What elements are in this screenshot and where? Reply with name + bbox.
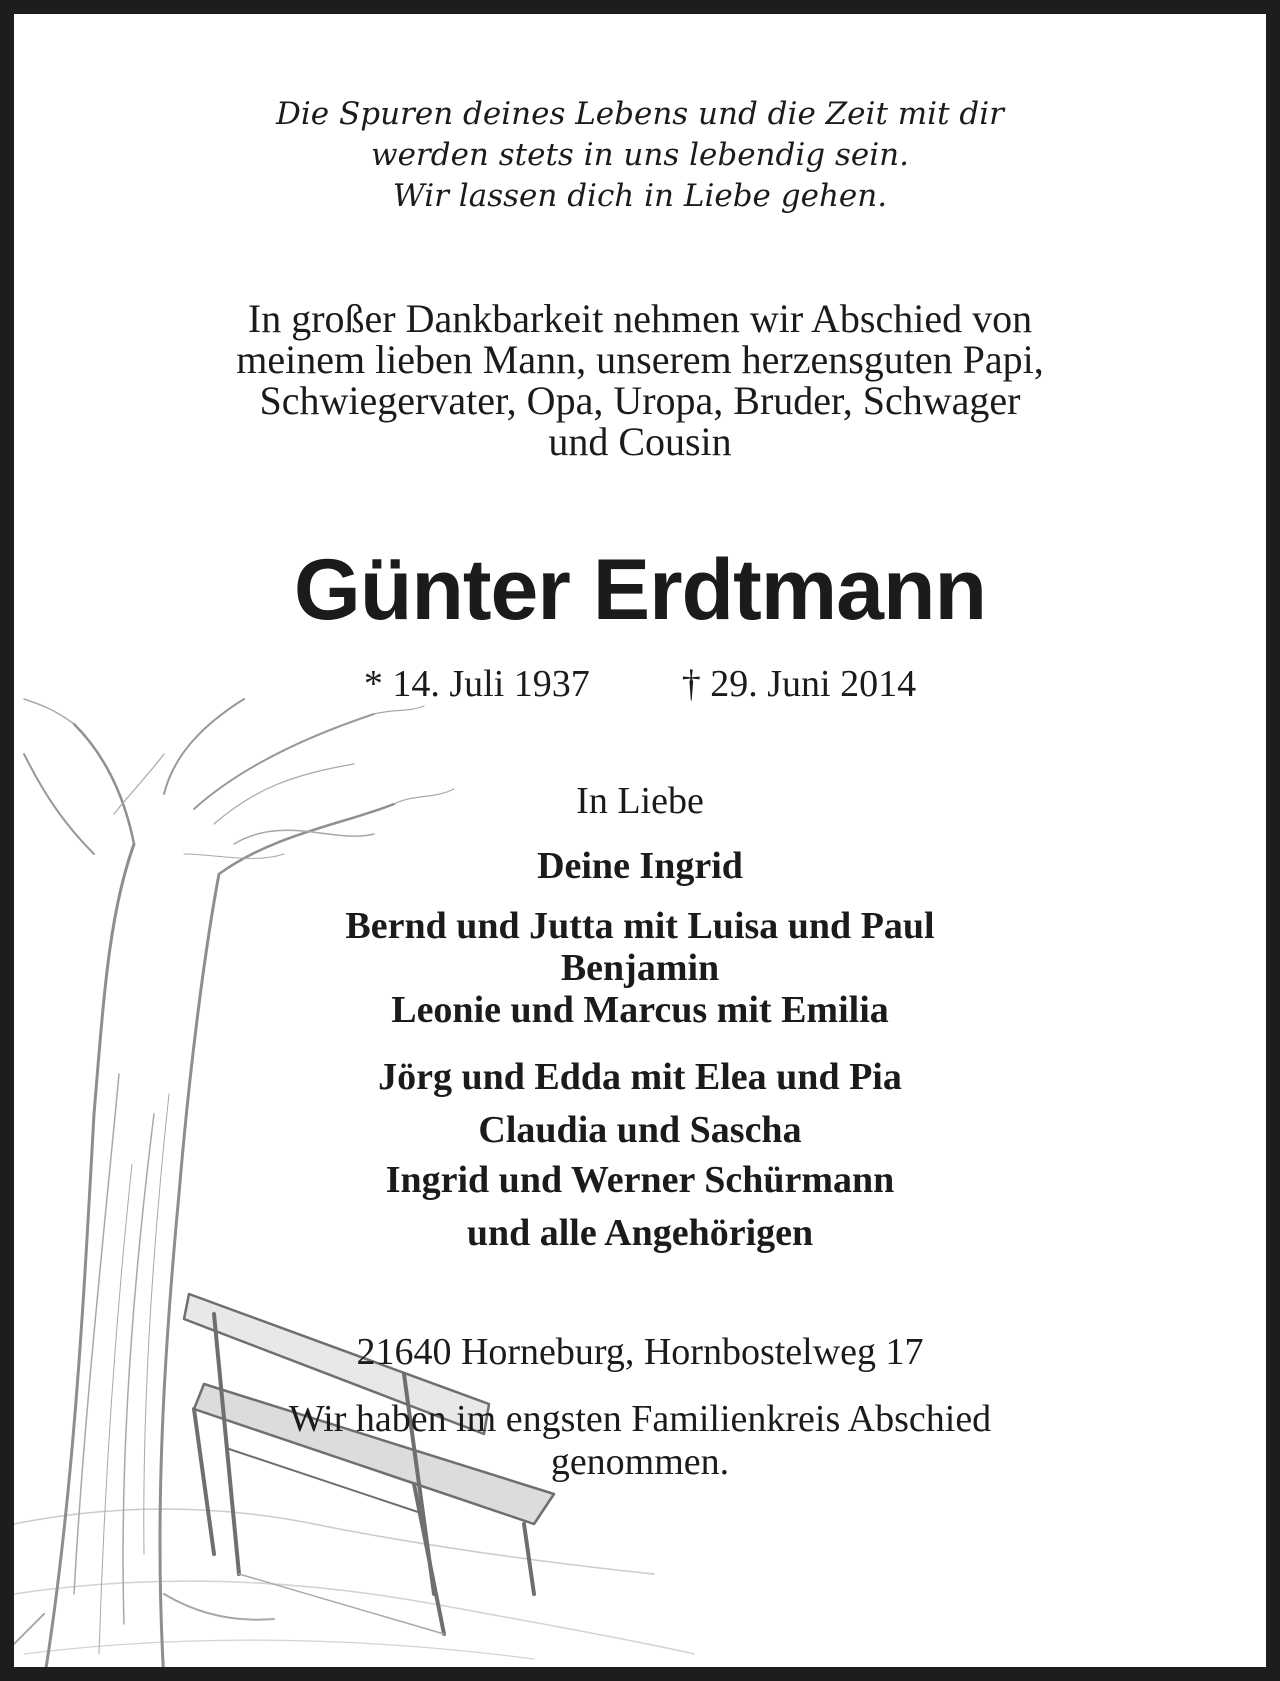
intro-line: In großer Dankbarkeit nehmen wir Abschied von (247, 296, 1033, 341)
life-dates (14, 662, 1266, 706)
farewell-intro (14, 298, 1266, 462)
motto-line: werden stets in uns lebendig sein. (371, 137, 909, 173)
motto-line: Die Spuren deines Lebens und die Zeit mit dir (276, 96, 1004, 132)
mourner-line: Leonie und Marcus mit Emilia (391, 989, 889, 1031)
mourner-group: Claudia und Sascha (478, 1109, 802, 1151)
mourners-intro: In Liebe (576, 780, 704, 822)
deceased-name: Günter Erdtmann (293, 542, 987, 638)
note-line: Wir haben im engsten Familienkreis Abschied (288, 1398, 992, 1440)
closing-note (14, 1398, 1266, 1484)
motto-line: Wir lassen dich in Liebe gehen. (392, 178, 888, 214)
mourner-line: Bernd und Jutta mit Luisa und Paul (345, 905, 935, 947)
birth-date: * 14. Juli 1937 (363, 663, 590, 705)
mourner-group: Jörg und Edda mit Elea und Pia (378, 1056, 902, 1098)
intro-line: und Cousin (548, 419, 732, 464)
intro-line: Schwiegervater, Opa, Uropa, Bruder, Schwager (259, 378, 1021, 423)
family-address: 21640 Horneburg, Hornbostelweg 17 (356, 1331, 924, 1373)
mourner-line: Benjamin (560, 947, 720, 989)
mourner-spouse: Deine Ingrid (537, 845, 743, 887)
mourner-group: und alle Angehörigen (466, 1212, 814, 1254)
death-date: † 29. Juni 2014 (681, 663, 917, 705)
mourner-group: Ingrid und Werner Schürmann (385, 1159, 895, 1201)
intro-line: meinem lieben Mann, unserem herzensguten Papi, (236, 337, 1044, 382)
note-line: genommen. (550, 1441, 730, 1483)
mourner-group (14, 905, 1266, 1031)
motto-verse (14, 94, 1266, 217)
